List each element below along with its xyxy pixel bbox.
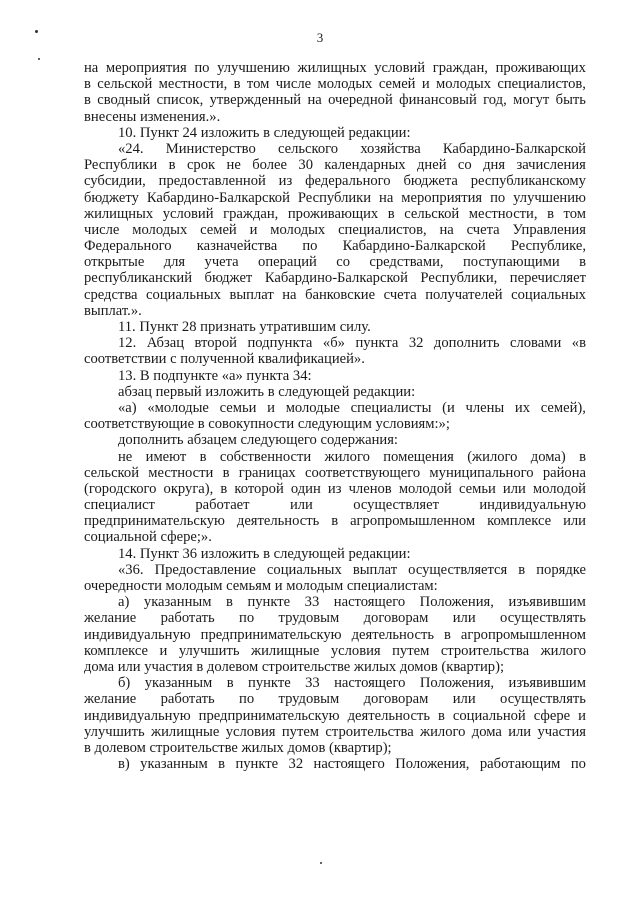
- text-line: «24. Министерство сельского хозяйства Кабардино-Балкарской: [118, 140, 586, 157]
- text-line: в сельской местности, в том числе молодых семей и молодых специалистов,: [84, 76, 586, 93]
- text-line: социальной сфере;».: [84, 529, 212, 546]
- document-body: [84, 60, 586, 772]
- text-line: дополнить абзацем следующего содержания:: [118, 432, 398, 449]
- text-line: улучшить жилищные условия путем строительства жилого дома или участия: [84, 723, 586, 740]
- page-number: 3: [316, 30, 324, 45]
- text-line: 14. Пункт 36 изложить в следующей редакции:: [118, 545, 411, 562]
- text-line: 11. Пункт 28 признать утратившим силу.: [118, 319, 371, 335]
- text-line: индивидуальную предпринимательскую деятельность в социальной сфере и: [84, 707, 586, 724]
- text-line: специалист работает или осуществляет индивидуальную: [84, 497, 586, 514]
- text-line: в долевом строительстве жилых домов (квартир);: [84, 739, 392, 756]
- text-line: числе молодых семей и молодых специалистов, на счета Управления: [84, 221, 586, 238]
- text-line: дома или участия в долевом строительстве жилых домов (квартир);: [84, 658, 505, 675]
- scan-speck-bottom: [320, 862, 322, 864]
- text-line: желание работать по трудовым договорам или осуществлять: [84, 691, 586, 708]
- scan-speck-top: [35, 30, 38, 33]
- text-line: (городского округа), в которой один из членов молодой семьи или молодой: [84, 480, 586, 497]
- text-line: 10. Пункт 24 изложить в следующей редакции:: [118, 124, 411, 141]
- text-line: выплат.».: [84, 302, 142, 319]
- text-line: внесены изменения.».: [84, 108, 221, 125]
- text-line: 12. Абзац второй подпункта «б» пункта 32 дополнить словами «в: [118, 335, 586, 352]
- text-line: очередности молодым семьям и молодым специалистам:: [84, 578, 438, 594]
- text-line: соответствии с полученной квалификацией».: [84, 351, 365, 368]
- text-line: бюджету Кабардино-Балкарской Республики на мероприятия по улучшению: [84, 189, 586, 206]
- text-line: в сводный список, утвержденный на очередной финансовый год, могут быть: [84, 92, 586, 109]
- text-line: б) указанным в пункте 33 настоящего Положения, изъявившим: [118, 675, 586, 692]
- text-line: сельской местности в границах соответствующего муниципального района: [84, 464, 586, 481]
- text-line: «а) «молодые семьи и молодые специалисты (и члены их семей),: [118, 399, 586, 416]
- text-line: открытые для учета операций со средствами, поступающими в: [84, 254, 586, 271]
- text-line: 13. В подпункте «а» пункта 34:: [118, 367, 312, 384]
- text-line: на мероприятия по улучшению жилищных условий граждан, проживающих: [84, 60, 586, 76]
- scan-speck-left: [38, 58, 40, 60]
- text-line: желание работать по трудовым договорам или осуществлять: [84, 610, 586, 627]
- text-line: субсидии, предоставленной из федерального бюджета республиканскому: [84, 173, 586, 190]
- text-line: абзац первый изложить в следующей редакции:: [118, 383, 416, 400]
- text-line: Республики в срок не более 30 календарных дней со дня зачисления: [84, 157, 586, 174]
- text-line: а) указанным в пункте 33 настоящего Положения, изъявившим: [118, 594, 586, 611]
- text-line: жилищных условий граждан, проживающих в сельской местности, в том: [84, 205, 586, 222]
- text-line: «36. Предоставление социальных выплат осуществляется в порядке: [118, 561, 586, 578]
- text-line: средства социальных выплат на банковские счета получателей социальных: [84, 286, 586, 303]
- text-line: в) указанным в пункте 32 настоящего Положения, работающим по: [118, 756, 586, 773]
- text-line: соответствующие в совокупности следующим условиям:»;: [84, 416, 450, 433]
- text-line: Федерального казначейства по Кабардино-Балкарской Республике,: [84, 238, 586, 255]
- text-line: индивидуальную предпринимательскую деятельность в агропромышленном: [84, 626, 586, 643]
- text-line: не имеют в собственности жилого помещения (жилого дома) в: [118, 448, 586, 465]
- text-line: предпринимательскую деятельность в агропромышленном комплексе или: [84, 513, 586, 530]
- text-line: комплексе и улучшить жилищные условия путем строительства жилого: [84, 642, 586, 659]
- text-line: республиканский бюджет Кабардино-Балкарской Республики, перечисляет: [84, 270, 586, 287]
